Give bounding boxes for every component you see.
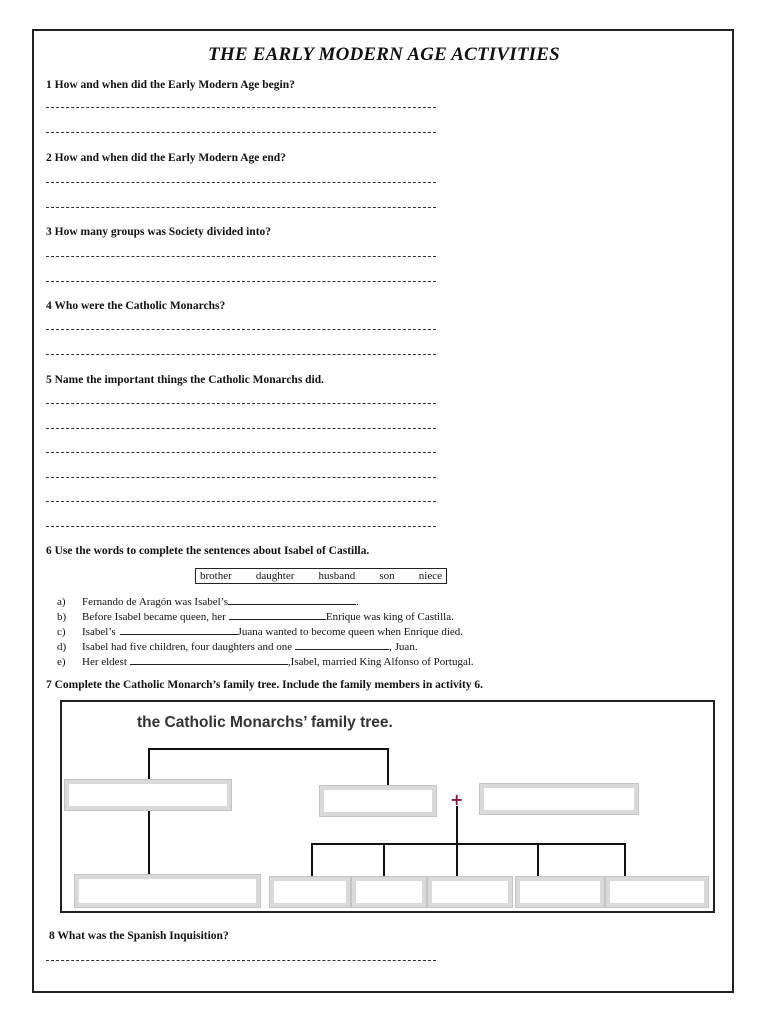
sentence-text: . xyxy=(356,596,359,608)
question-7: 7 Complete the Catholic Monarch’s family tree. Include the family members in activity 6. xyxy=(46,679,484,691)
fill-blank-e[interactable] xyxy=(130,655,288,665)
sentence-text: Enrique was king of Castilla. xyxy=(325,611,454,623)
sentence-a xyxy=(57,595,359,608)
answer-line-4b[interactable] xyxy=(46,354,436,355)
fill-blank-b[interactable] xyxy=(229,610,326,620)
tree-slot-child-1[interactable] xyxy=(270,877,350,907)
sentence-text: Isabel had five children, four daughters and one xyxy=(82,641,293,653)
answer-line-8a[interactable] xyxy=(46,960,436,961)
fill-blank-c[interactable] xyxy=(120,625,238,635)
answer-line-1a[interactable] xyxy=(46,107,436,108)
tree-slot-enrique[interactable] xyxy=(75,875,260,907)
answer-line-3a[interactable] xyxy=(46,256,436,257)
tree-slot-child-5[interactable] xyxy=(606,877,708,907)
answer-line-4a[interactable] xyxy=(46,329,436,330)
sentence-d xyxy=(57,640,418,653)
sentence-label: c) xyxy=(57,626,66,638)
word-bank-item: husband xyxy=(318,570,356,582)
tree-connector xyxy=(383,843,385,878)
fill-blank-d[interactable] xyxy=(295,640,389,650)
marriage-plus-icon: + xyxy=(450,790,464,809)
answer-line-5b[interactable] xyxy=(46,428,436,429)
sentence-text: Juana wanted to become queen when Enrique died. xyxy=(237,626,464,638)
family-tree-title: the Catholic Monarchs’ family tree. xyxy=(137,714,393,731)
question-2: 2 How and when did the Early Modern Age end? xyxy=(46,152,286,164)
sentence-label: e) xyxy=(57,656,66,668)
tree-slot-child-3[interactable] xyxy=(428,877,512,907)
answer-line-1b[interactable] xyxy=(46,132,436,133)
question-4: 4 Who were the Catholic Monarchs? xyxy=(46,300,226,312)
tree-connector xyxy=(148,748,150,781)
tree-connector xyxy=(624,843,626,878)
tree-slot-fernando[interactable] xyxy=(480,784,638,814)
sentence-text: , Juan. xyxy=(389,641,418,653)
page-title: THE EARLY MODERN AGE ACTIVITIES xyxy=(208,44,560,65)
sentence-text: Isabel’s xyxy=(82,626,116,638)
answer-line-2a[interactable] xyxy=(46,182,436,183)
answer-line-5e[interactable] xyxy=(46,501,436,502)
tree-slot-child-2[interactable] xyxy=(352,877,426,907)
answer-line-5d[interactable] xyxy=(46,477,436,478)
tree-connector xyxy=(148,748,389,750)
answer-line-2b[interactable] xyxy=(46,207,436,208)
question-5: 5 Name the important things the Catholic Monarchs did. xyxy=(46,374,325,386)
tree-connector xyxy=(456,806,458,844)
question-1: 1 How and when did the Early Modern Age begin? xyxy=(46,79,295,91)
sentence-label: d) xyxy=(57,641,67,653)
sentence-text: ,Isabel, married King Alfonso of Portugal. xyxy=(287,656,474,668)
tree-slot-isabel[interactable] xyxy=(320,786,436,816)
question-6: 6 Use the words to complete the sentences about Isabel of Castilla. xyxy=(46,545,370,557)
tree-slot-isabel-parent[interactable] xyxy=(65,780,231,810)
tree-connector xyxy=(387,748,389,786)
sentence-c xyxy=(57,625,463,638)
question-8: 8 What was the Spanish Inquisition? xyxy=(49,930,229,942)
word-bank-item: daughter xyxy=(255,570,295,582)
sentence-text: Before Isabel became queen, her xyxy=(82,611,226,623)
word-bank-item: son xyxy=(379,570,395,582)
sentence-e xyxy=(57,655,474,668)
word-bank-item: niece xyxy=(418,570,442,582)
answer-line-5f[interactable] xyxy=(46,526,436,527)
tree-connector xyxy=(148,810,150,878)
tree-slot-child-4[interactable] xyxy=(516,877,604,907)
tree-connector xyxy=(456,843,458,878)
question-3: 3 How many groups was Society divided into? xyxy=(46,226,272,238)
word-bank xyxy=(195,568,447,584)
tree-connector xyxy=(311,843,313,878)
sentence-b xyxy=(57,610,454,623)
answer-line-5c[interactable] xyxy=(46,452,436,453)
sentence-text: Fernando de Aragón was Isabel’s xyxy=(82,596,229,608)
sentence-text: Her eldest xyxy=(82,656,127,668)
tree-connector xyxy=(311,843,626,845)
sentence-label: a) xyxy=(57,596,66,608)
answer-line-3b[interactable] xyxy=(46,281,436,282)
fill-blank-a[interactable] xyxy=(228,595,356,605)
tree-connector xyxy=(537,843,539,878)
word-bank-item: brother xyxy=(200,570,232,582)
sentence-label: b) xyxy=(57,611,67,623)
answer-line-5a[interactable] xyxy=(46,403,436,404)
